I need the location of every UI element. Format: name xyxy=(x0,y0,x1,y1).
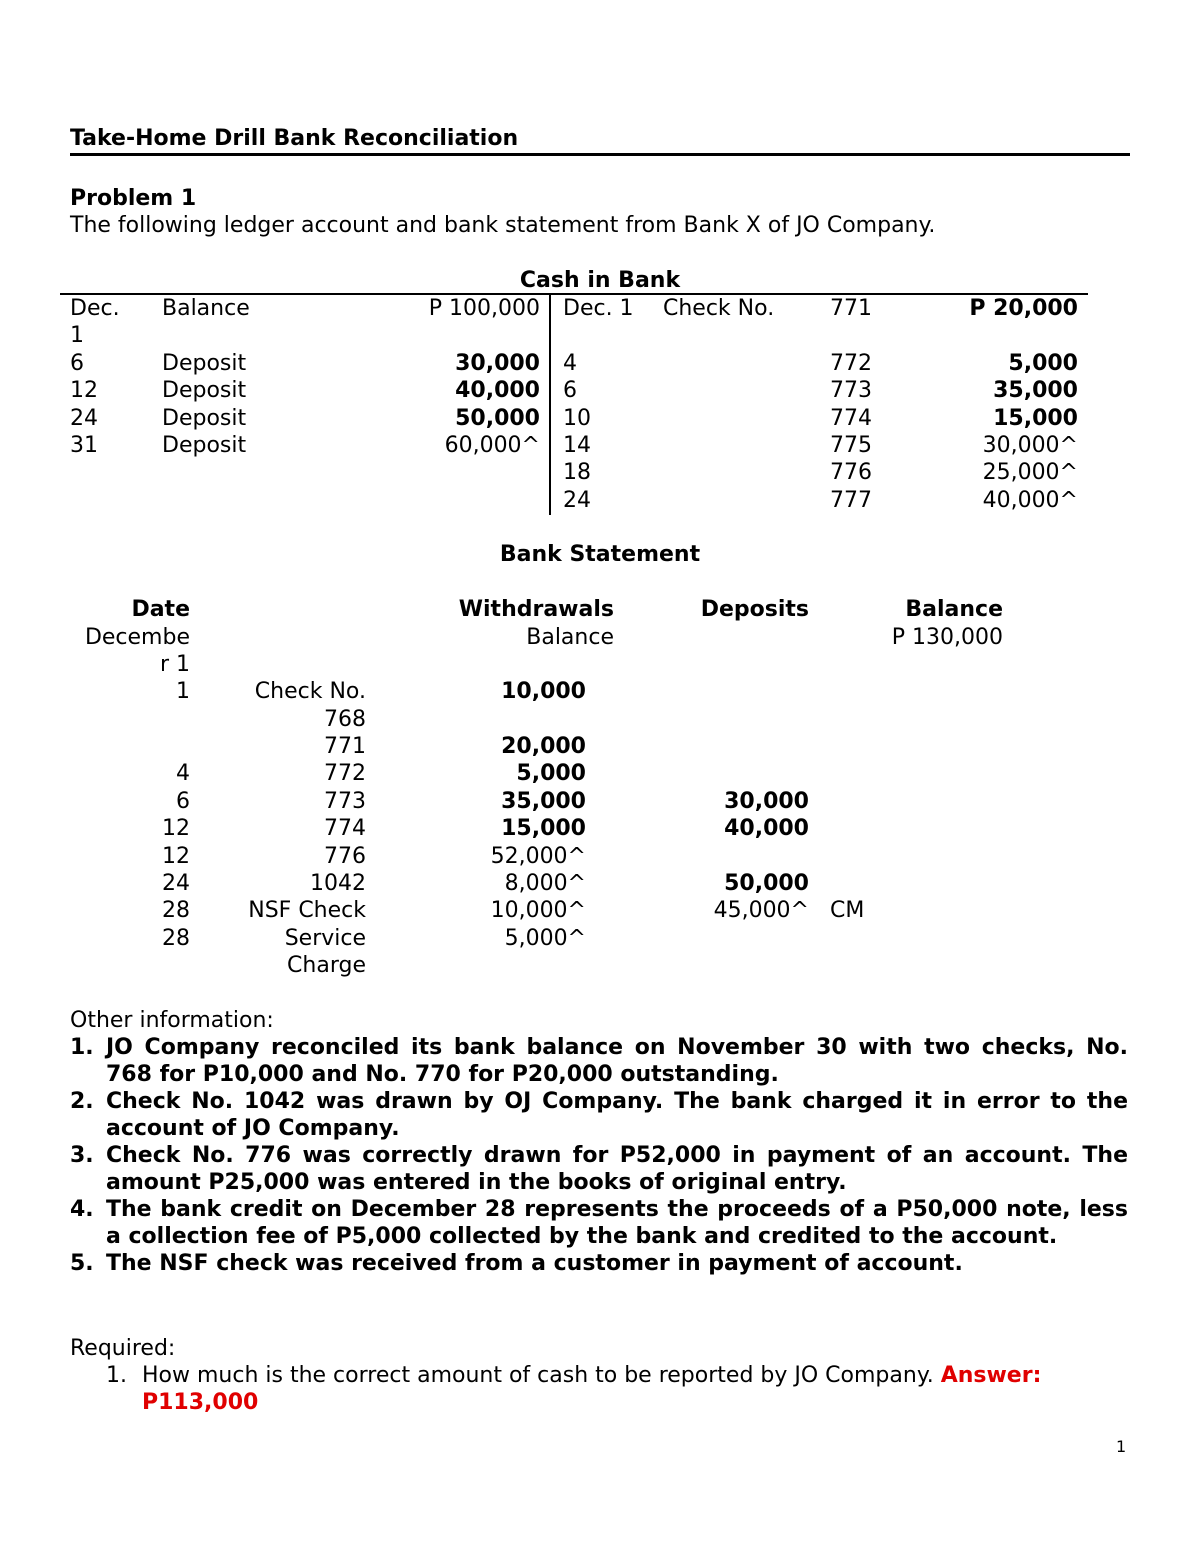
ledger-credit-check-no: 774 xyxy=(830,406,872,431)
other-info-number: 4. xyxy=(70,1197,94,1222)
ledger-credit-date: 6 xyxy=(563,378,577,403)
other-info-text: JO Company reconciled its bank balance on November 30 with two checks, No. 768 for P10,000 and No. 770 for P20,000 outstanding. xyxy=(106,1035,1128,1087)
document-title: Take-Home Drill Bank Reconciliation xyxy=(70,126,519,151)
statement-date: Decembe xyxy=(84,625,190,650)
statement-row xyxy=(0,843,1200,870)
ledger-debit-desc: Deposit xyxy=(162,406,247,431)
statement-reference: NSF Check xyxy=(248,898,366,923)
ledger-credit-date: Dec. 1 xyxy=(563,296,634,321)
required-number: 1. xyxy=(106,1363,127,1388)
statement-row xyxy=(0,870,1200,897)
statement-date: 6 xyxy=(176,789,190,814)
statement-deposit: 45,000^ xyxy=(713,898,809,923)
statement-header-deposits: Deposits xyxy=(700,597,809,622)
statement-withdrawal: Balance xyxy=(526,625,614,650)
ledger-credit-check-no: 773 xyxy=(830,378,872,403)
statement-row xyxy=(0,651,1200,678)
statement-reference: 768 xyxy=(324,707,366,732)
statement-date: 12 xyxy=(162,844,190,869)
statement-reference: 772 xyxy=(324,761,366,786)
ledger-debit-date: 1 xyxy=(70,323,84,348)
required-label: Required: xyxy=(70,1336,176,1361)
ledger-credit-check-no: 772 xyxy=(830,351,872,376)
statement-withdrawal: 15,000 xyxy=(501,816,586,841)
statement-row xyxy=(0,760,1200,787)
ledger-credit-row xyxy=(0,487,1200,514)
ledger-debit-desc: Deposit xyxy=(162,378,247,403)
statement-reference: Charge xyxy=(287,953,366,978)
ledger-credit-row xyxy=(0,405,1200,432)
ledger-debit-amount: 50,000 xyxy=(455,406,540,431)
statement-withdrawal: 5,000^ xyxy=(504,926,586,951)
ledger-credit-check-no: 771 xyxy=(830,296,872,321)
statement-withdrawal: 35,000 xyxy=(501,789,586,814)
required-text: How much is the correct amount of cash to be reported by JO Company. xyxy=(142,1363,941,1388)
ledger-debit-date: Dec. xyxy=(70,296,120,321)
problem-intro: The following ledger account and bank statement from Bank X of JO Company. xyxy=(70,213,936,238)
other-info-item xyxy=(70,1034,1128,1088)
statement-withdrawal: 5,000 xyxy=(516,761,586,786)
ledger-credit-check-no: 777 xyxy=(830,488,872,513)
ledger-credit-date: 24 xyxy=(563,488,591,513)
ledger-credit-row xyxy=(0,432,1200,459)
ledger-credit-amount: 15,000 xyxy=(993,406,1078,431)
ledger-credit-amount: 25,000^ xyxy=(982,460,1078,485)
statement-row xyxy=(0,706,1200,733)
ledger-debit-date: 24 xyxy=(70,406,98,431)
statement-date: 28 xyxy=(162,926,190,951)
statement-date: 24 xyxy=(162,871,190,896)
statement-withdrawal: 52,000^ xyxy=(490,844,586,869)
ledger-credit-desc: Check No. xyxy=(663,296,775,321)
other-info-item xyxy=(70,1142,1128,1196)
statement-row xyxy=(0,624,1200,651)
statement-date: r 1 xyxy=(159,652,190,677)
ledger-credit-amount: 35,000 xyxy=(993,378,1078,403)
statement-header-balance: Balance xyxy=(905,597,1003,622)
other-info-number: 2. xyxy=(70,1089,94,1114)
statement-date: 28 xyxy=(162,898,190,923)
other-info-label: Other information: xyxy=(70,1008,274,1033)
ledger-debit-amount: 40,000 xyxy=(455,378,540,403)
ledger-credit-amount: 40,000^ xyxy=(982,488,1078,513)
statement-row xyxy=(0,733,1200,760)
ledger-credit-row xyxy=(0,459,1200,486)
statement-withdrawal: 10,000^ xyxy=(490,898,586,923)
ledger-debit-date: 12 xyxy=(70,378,98,403)
ledger-credit-amount: 30,000^ xyxy=(982,433,1078,458)
statement-date: 4 xyxy=(176,761,190,786)
other-info-item xyxy=(70,1196,1128,1250)
answer-value: P113,000 xyxy=(142,1390,259,1415)
ledger-credit-date: 18 xyxy=(563,460,591,485)
statement-reference: 773 xyxy=(324,789,366,814)
ledger-credit-amount: P 20,000 xyxy=(969,296,1078,321)
ledger-debit-row xyxy=(0,322,1200,349)
statement-header-withdrawals: Withdrawals xyxy=(458,597,614,622)
ledger-debit-amount: 30,000 xyxy=(455,351,540,376)
statement-reference: 1042 xyxy=(310,871,366,896)
ledger-title: Cash in Bank xyxy=(519,268,681,293)
statement-header-date: Date xyxy=(131,597,190,622)
other-info-item xyxy=(70,1250,1128,1277)
other-info-number: 1. xyxy=(70,1035,94,1060)
statement-date: 12 xyxy=(162,816,190,841)
ledger-credit-row xyxy=(0,377,1200,404)
other-info-text: The bank credit on December 28 represents the proceeds of a P50,000 note, less a collection fee of P5,000 collected by the bank and credited to the account. xyxy=(106,1197,1128,1249)
ledger-debit-date: 6 xyxy=(70,351,84,376)
required-item xyxy=(106,1362,1130,1416)
other-info-text: Check No. 776 was correctly drawn for P52,000 in payment of an account. The amount P25,000 was entered in the books of original entry. xyxy=(106,1143,1128,1195)
ledger-credit-check-no: 775 xyxy=(830,433,872,458)
statement-row xyxy=(0,925,1200,952)
statement-reference: 774 xyxy=(324,816,366,841)
ledger-credit-row xyxy=(0,295,1200,322)
ledger-debit-desc: Balance xyxy=(162,296,250,321)
statement-balance: P 130,000 xyxy=(891,625,1003,650)
statement-reference: 771 xyxy=(324,734,366,759)
ledger-debit-desc: Deposit xyxy=(162,433,247,458)
statement-withdrawal: 20,000 xyxy=(501,734,586,759)
statement-memo: CM xyxy=(830,898,865,923)
statement-row xyxy=(0,815,1200,842)
statement-row xyxy=(0,678,1200,705)
statement-deposit: 40,000 xyxy=(724,816,809,841)
statement-row xyxy=(0,897,1200,924)
ledger-credit-amount: 5,000 xyxy=(1008,351,1078,376)
required-list xyxy=(106,1362,1130,1416)
other-info-text: Check No. 1042 was drawn by OJ Company. The bank charged it in error to the account of JO Company. xyxy=(106,1089,1128,1141)
ledger-debit-desc: Deposit xyxy=(162,351,247,376)
statement-reference: 776 xyxy=(324,844,366,869)
ledger-credit-date: 10 xyxy=(563,406,591,431)
statement-deposit: 50,000 xyxy=(724,871,809,896)
other-info-list xyxy=(70,1034,1128,1277)
other-info-number: 3. xyxy=(70,1143,94,1168)
statement-withdrawal: 8,000^ xyxy=(504,871,586,896)
ledger-credit-check-no: 776 xyxy=(830,460,872,485)
page-number: 1 xyxy=(1116,1437,1127,1456)
ledger-credit-date: 4 xyxy=(563,351,577,376)
statement-withdrawal: 10,000 xyxy=(501,679,586,704)
ledger-debit-amount: P 100,000 xyxy=(428,296,540,321)
statement-title: Bank Statement xyxy=(499,542,701,567)
other-info-number: 5. xyxy=(70,1251,94,1276)
statement-row xyxy=(0,952,1200,979)
statement-row xyxy=(0,788,1200,815)
other-info-item xyxy=(70,1088,1128,1142)
ledger-credit-date: 14 xyxy=(563,433,591,458)
ledger-credit-row xyxy=(0,350,1200,377)
ledger-debit-date: 31 xyxy=(70,433,98,458)
statement-date: 1 xyxy=(176,679,190,704)
ledger-debit-amount: 60,000^ xyxy=(444,433,540,458)
answer-label: Answer: xyxy=(940,1363,1042,1388)
title-rule xyxy=(70,153,1130,156)
statement-reference: Service xyxy=(284,926,366,951)
problem-title: Problem 1 xyxy=(70,186,197,211)
statement-reference: Check No. xyxy=(254,679,366,704)
statement-deposit: 30,000 xyxy=(724,789,809,814)
other-info-text: The NSF check was received from a customer in payment of account. xyxy=(106,1251,963,1276)
